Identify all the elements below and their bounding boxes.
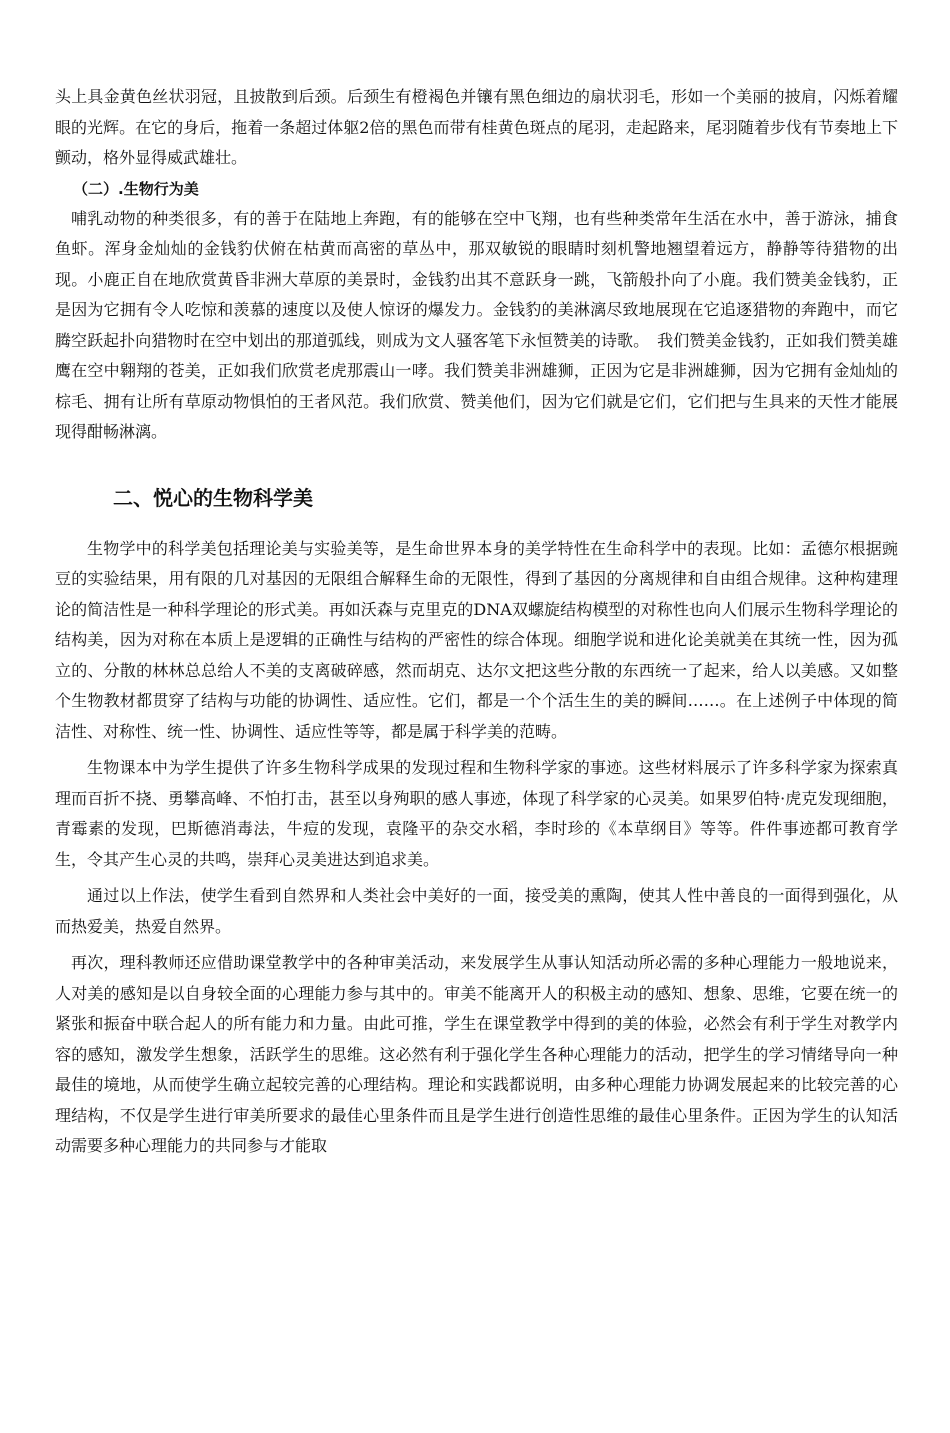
paragraph-scientist-stories: 生物课本中为学生提供了许多生物科学成果的发现过程和生物科学家的事迹。这些材料展示了许多科学家为探索真理而百折不挠、勇攀高峰、不怕打击，甚至以身殉职的感人事迹，体现了科学家的心灵美。如果罗伯特·虎克发现细胞，青霉素的发现，巴斯德消毒法，牛痘的发现，袁隆平的杂交水稻，李时珍的《本草纲目》等等。件件事迹都可教育学生，令其产生心灵的共鸣，崇拜心灵美进达到追求美。 (55, 758, 898, 869)
section-subheading-behavior-beauty: （二）.生物行为美 (73, 179, 199, 198)
document-page (55, 82, 898, 1162)
paragraph-peacock-description: 头上具金黄色丝状羽冠，且披散到后颈。后颈生有橙褐色并镶有黑色细边的扇状羽毛，形如一个美丽的披肩，闪烁着耀眼的光辉。在它的身后，拖着一条超过体躯2倍的黑色而带有桂黄色斑点的尾羽，走起路来，尾羽随着步伐有节奏地上下颤动，格外显得威武雄壮。 (55, 87, 898, 167)
paragraph-aesthetic-activities: 再次，理科教师还应借助课堂教学中的各种审美活动，来发展学生从事认知活动所必需的多种心理能力一般地说来，人对美的感知是以自身较全面的心理能力参与其中的。审美不能离开人的积极主动的感知、想象、思维，它要在统一的紧张和振奋中联合起人的所有能力和力量。由此可推，学生在课堂教学中得到的美的体验，必然会有利于学生对教学内容的感知，激发学生想象，活跃学生的思维。这必然有利于强化学生各种心理能力的活动，把学生的学习情绪导向一种最佳的境地，从而使学生确立起较完善的心理结构。理论和实践都说明，由多种心理能力协调发展起来的比较完善的心理结构，不仅是学生进行审美所要求的最佳心里条件而且是学生进行创造性思维的最佳心里条件。正因为学生的认知活动需要多种心理能力的共同参与才能取 (55, 953, 898, 1155)
paragraph-moral-cultivation: 通过以上作法，使学生看到自然界和人类社会中美好的一面，接受美的熏陶，使其人性中善良的一面得到强化，从而热爱美，热爱自然界。 (55, 886, 898, 936)
section-heading-science-beauty: 二、悦心的生物科学美 (113, 485, 313, 510)
paragraph-scientific-beauty: 生物学中的科学美包括理论美与实验美等，是生命世界本身的美学特性在生命科学中的表现。比如：孟德尔根据豌豆的实验结果，用有限的几对基因的无限组合解释生命的无限性，得到了基因的分离规律和自由组合规律。这种构建理论的简洁性是一种科学理论的形式美。再如沃森与克里克的DNA双螺旋结构模型的对称性也向人们展示生物科学理论的结构美，因为对称在本质上是逻辑的正确性与结构的严密性的综合体现。细胞学说和进化论美就美在其统一性，因为孤立的、分散的林林总总给人不美的支离破碎感，然而胡克、达尔文把这些分散的东西统一了起来，给人以美感。又如整个生物教材都贯穿了结构与功能的协调性、适应性。它们，都是一个个活生生的美的瞬间……。在上述例子中体现的简洁性、对称性、统一性、协调性、适应性等等，都是属于科学美的范畴。 (55, 538, 898, 741)
paragraph-mammal-behavior: 哺乳动物的种类很多，有的善于在陆地上奔跑，有的能够在空中飞翔，也有些种类常年生活在水中，善于游泳，捕食鱼虾。浑身金灿灿的金钱豹伏俯在枯黄而高密的草丛中，那双敏锐的眼睛时刻机警地翘望着远方，静静等待猎物的出现。小鹿正自在地欣赏黄昏非洲大草原的美景时，金钱豹出其不意跃身一跳，飞箭般扑向了小鹿。我们赞美金钱豹，正是因为它拥有令人吃惊和羡慕的速度以及使人惊讶的爆发力。金钱豹的美淋漓尽致地展现在它追逐猎物的奔跑中，而它腾空跃起扑向猎物时在空中划出的那道弧线，则成为文人骚客笔下永恒赞美的诗歌。 我们赞美金钱豹，正如我们赞美雄鹰在空中翱翔的苍美，正如我们欣赏老虎那震山一哮。我们赞美非洲雄狮，正因为它是非洲雄狮，因为它拥有金灿灿的棕毛、拥有让所有草原动物惧怕的王者风范。我们欣赏、赞美他们，因为它们就是它们，它们把与生具来的天性才能展现得酣畅淋漓。 (55, 208, 898, 441)
